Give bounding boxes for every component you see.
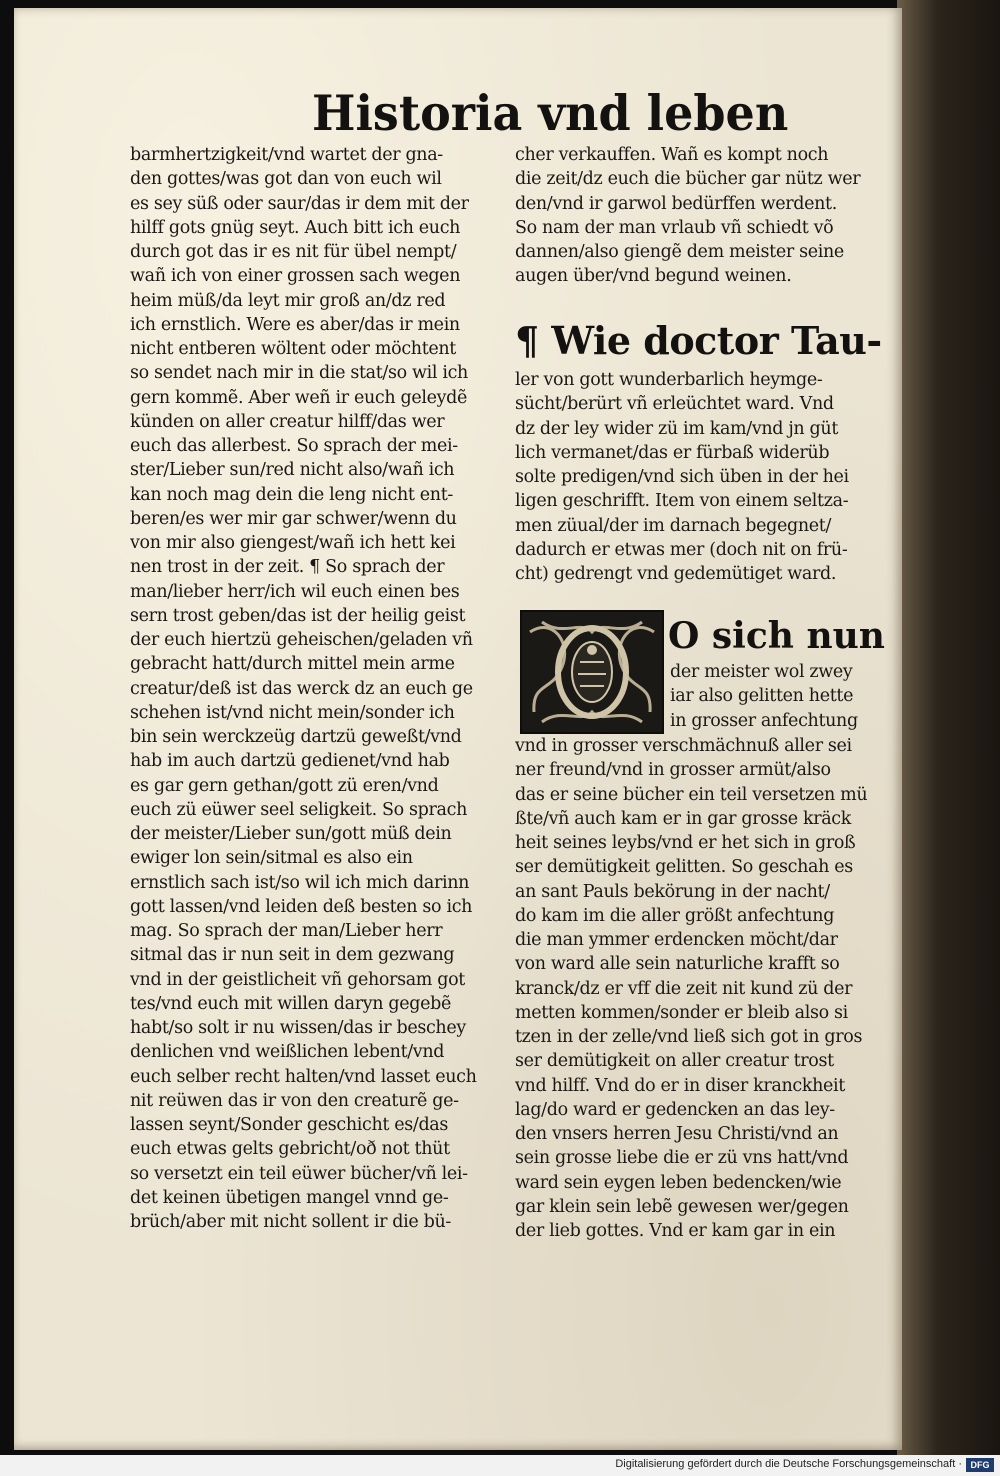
right-text-column-top: [515, 143, 875, 289]
running-head: Historia vnd leben: [312, 84, 789, 142]
text-line: dannen/also giengẽ dem meister seine: [515, 242, 844, 262]
text-line: kranck/dz er vff die zeit nit kund zü der: [515, 978, 853, 999]
text-line: nen trost in der zeit. ¶ So sprach der: [130, 557, 445, 578]
text-line: ligen geschrifft. Item von einem seltza-: [515, 491, 849, 512]
text-line: es gar gern gethan/gott zü eren/vnd: [130, 775, 439, 796]
text-line: denlichen vnd weißlichen lebent/vnd: [130, 1042, 445, 1063]
text-line: vnd in der geistlicheit vñ gehorsam got: [130, 969, 465, 990]
text-line: vnd in grosser verschmächnuß aller sei: [515, 736, 852, 756]
right-text-column-bottom: [515, 734, 875, 1243]
text-line: cht) gedrengt vnd gedemütiget ward.: [515, 564, 837, 584]
digitization-footer: [0, 1455, 1000, 1476]
text-line: nit reüwen das ir von den creaturẽ ge-: [130, 1090, 459, 1111]
text-line: gar klein sein lebẽ gewesen wer/gegen: [515, 1196, 849, 1217]
right-text-beside-initial: [670, 660, 880, 733]
text-line: iar also gelitten hette: [670, 686, 854, 707]
text-line: do kam im die aller größt anfechtung: [515, 905, 835, 926]
text-line: so sendet nach mir in die stat/so wil ich: [130, 363, 468, 384]
text-line: euch selber recht halten/vnd lasset euch: [130, 1066, 477, 1087]
chapter-summary: [515, 368, 875, 586]
text-line: ser demütigkeit gelitten. So geschah es: [515, 857, 853, 878]
text-line: lag/do ward er gedencken an das ley-: [515, 1099, 835, 1120]
text-line: kan noch mag dein die leng nicht ent-: [130, 484, 453, 505]
text-line: in grosser anfechtung: [670, 710, 858, 731]
text-line: barmhertzigkeit/vnd wartet der gna-: [130, 145, 443, 165]
text-line: man/lieber herr/ich wil euch einen bes: [130, 581, 460, 602]
chapter-heading: ¶ Wie doctor Tau-: [515, 318, 882, 363]
adjacent-page-edge: [897, 0, 1000, 1455]
text-line: beren/es wer mir gar schwer/wenn du: [130, 508, 457, 529]
text-line: gott lassen/vnd leiden deß besten so ich: [130, 896, 473, 917]
text-line: So nam der man vrlaub vñ schiedt võ: [515, 217, 834, 238]
text-line: sücht/berürt vñ erleüchtet ward. Vnd: [515, 394, 834, 415]
text-line: der euch hiertzü geheischen/geladen vñ: [130, 630, 473, 650]
text-line: solte predigen/vnd sich üben in der hei: [515, 467, 849, 487]
text-line: ner freund/vnd in grosser armüt/also: [515, 760, 831, 781]
text-line: habt/so solt ir nu wissen/das ir beschey: [130, 1018, 466, 1038]
text-line: bin sein werckzeüg dartzü geweßt/vnd: [130, 727, 462, 747]
text-line: der meister/Lieber sun/gott müß dein: [130, 824, 452, 844]
text-line: ernstlich sach ist/so wil ich mich darinn: [130, 872, 470, 893]
text-line: hilff gots gnüg seyt. Auch bitt ich euch: [130, 217, 461, 238]
text-line: heim müß/da leyt mir groß an/dz red: [130, 290, 446, 311]
text-line: nicht entberen wöltent oder möchtent: [130, 339, 456, 359]
text-line: so versetzt ein teil eüwer bücher/vñ lei-: [130, 1163, 468, 1184]
text-line: men züual/der im darnach begegnet/: [515, 515, 832, 536]
text-line: tzen in der zelle/vnd ließ sich got in gros: [515, 1027, 863, 1047]
text-line: die man ymmer erdencken möcht/dar: [515, 930, 838, 950]
text-line: sein grosse liebe die er zü vns hatt/vnd: [515, 1148, 849, 1169]
text-line: der lieb gottes. Vnd er kam gar in ein: [515, 1221, 836, 1241]
text-line: durch got das ir es nit für übel nempt/: [130, 242, 457, 262]
dfg-logo: DFG: [966, 1458, 994, 1472]
text-line: den vnsers herren Jesu Christi/vnd an: [515, 1124, 839, 1144]
text-line: gern kommẽ. Aber weñ ir euch geleydẽ: [130, 387, 468, 408]
text-line: wañ ich von einer grossen sach wegen: [130, 266, 461, 287]
text-line: den/vnd ir garwol bedürffen werdent.: [515, 193, 837, 214]
text-line: creatur/deß ist das werck dz an euch ge: [130, 678, 473, 699]
text-line: ich ernstlich. Were es aber/das ir mein: [130, 314, 460, 335]
text-line: das er seine bücher ein teil versetzen mü: [515, 784, 868, 805]
text-line: mag. So sprach der man/Lieber herr: [130, 921, 443, 941]
text-line: ster/Lieber sun/red nicht also/wañ ich: [130, 460, 455, 481]
text-line: den gottes/was got dan von euch wil: [130, 169, 442, 190]
text-line: sern trost geben/das ist der heilig geist: [130, 605, 466, 626]
text-line: euch das allerbest. So sprach der mei-: [130, 436, 458, 456]
text-line: dadurch er etwas mer (doch nit on frü-: [515, 539, 848, 560]
text-line: euch zü eüwer seel seligkeit. So sprach: [130, 799, 467, 820]
text-line: die zeit/dz euch die bücher gar nütz wer: [515, 169, 861, 190]
text-line: vnd hilff. Vnd do er in diser kranckheit: [515, 1075, 845, 1096]
text-line: schehen ist/vnd nicht mein/sonder ich: [130, 702, 455, 723]
text-line: lassen seynt/Sonder geschicht es/das: [130, 1115, 449, 1135]
text-line: det keinen übetigen mangel vnnd ge-: [130, 1187, 449, 1208]
text-line: ler von gott wunderbarlich heymge-: [515, 370, 823, 390]
text-line: lich vermanet/das er fürbaß widerüb: [515, 442, 830, 463]
left-text-column: [130, 143, 490, 1234]
text-line: es sey süß oder saur/das ir dem mit der: [130, 193, 469, 214]
decorated-initial-o: [520, 610, 664, 734]
text-line: hab im auch dartzü gedienet/vnd hab: [130, 751, 450, 772]
text-line: an sant Pauls bekörung in der nacht/: [515, 881, 830, 902]
text-line: ser demütigkeit on aller creatur trost: [515, 1051, 834, 1072]
text-line: gebracht hatt/durch mittel mein arme: [130, 654, 455, 675]
text-line: ßte/vñ auch kam er in gar grosse kräck: [515, 808, 851, 829]
text-line: von mir also giengest/wañ ich hett kei: [130, 533, 456, 553]
text-line: augen über/vnd begund weinen.: [515, 266, 792, 287]
text-line: tes/vnd euch mit willen daryn gegebẽ: [130, 993, 451, 1014]
text-line: künden on aller creatur hilff/das wer: [130, 411, 445, 432]
text-line: ward sein eygen leben bedencken/wie: [515, 1172, 842, 1193]
text-line: der meister wol zwey: [670, 662, 853, 682]
text-line: brüch/aber mit nicht sollent ir die bü-: [130, 1212, 451, 1232]
text-line: cher verkauffen. Wañ es kompt noch: [515, 145, 829, 165]
dropcap-continuation: O sich nun: [668, 615, 885, 657]
text-line: dz der ley wider zü im kam/vnd jn güt: [515, 418, 839, 439]
text-line: von ward alle sein naturliche krafft so: [515, 954, 840, 975]
footer-credit: Digitalisierung gefördert durch die Deutsche Forschungsgemeinschaft ·: [615, 1458, 962, 1470]
text-line: heit seines leybs/vnd er het sich in groß: [515, 833, 856, 853]
text-line: euch etwas gelts gebricht/oð not thüt: [130, 1139, 450, 1160]
text-line: sitmal das ir nun seit in dem gezwang: [130, 945, 455, 966]
text-line: ewiger lon sein/sitmal es also ein: [130, 848, 413, 869]
text-line: metten kommen/sonder er bleib also si: [515, 1002, 848, 1023]
